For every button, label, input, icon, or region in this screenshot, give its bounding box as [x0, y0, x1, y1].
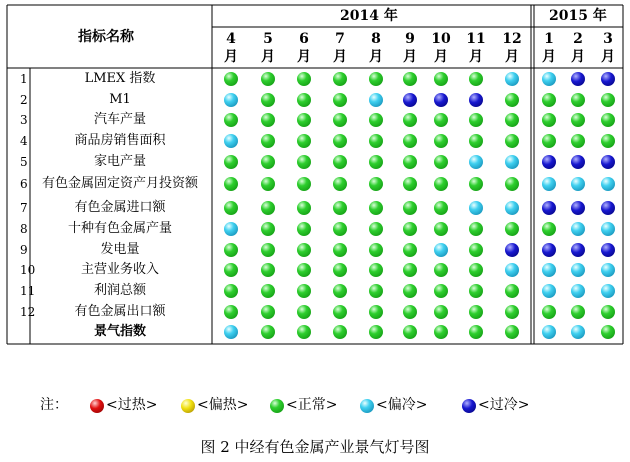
month-char: 月 — [505, 49, 519, 65]
green-signal-lamp — [601, 305, 615, 319]
green-signal-lamp — [297, 222, 311, 236]
green-signal-lamp — [297, 201, 311, 215]
green-signal-lamp — [469, 325, 483, 339]
month-char: 月 — [571, 49, 585, 65]
month-char: 月 — [297, 49, 311, 65]
lightblue-signal-lamp — [601, 177, 615, 191]
green-signal-lamp — [469, 177, 483, 191]
green-signal-lamp — [505, 134, 519, 148]
month-char: 月 — [601, 49, 615, 65]
lightblue-signal-lamp — [601, 284, 615, 298]
lightblue-signal-lamp — [224, 325, 238, 339]
indicator-name: 有色金属进口额 — [74, 200, 166, 215]
green-signal-lamp — [434, 222, 448, 236]
lightblue-signal-lamp — [542, 284, 556, 298]
green-signal-lamp — [369, 222, 383, 236]
green-signal-lamp — [403, 263, 417, 277]
green-signal-lamp — [505, 284, 519, 298]
green-signal-lamp — [403, 243, 417, 257]
green-signal-lamp — [224, 243, 238, 257]
blue-signal-lamp — [542, 201, 556, 215]
green-signal-lamp — [333, 155, 347, 169]
green-signal-lamp — [469, 243, 483, 257]
indicator-name: 有色金属出口额 — [74, 304, 166, 319]
lightblue-signal-lamp — [505, 155, 519, 169]
green-signal-lamp — [261, 263, 275, 277]
month-char: 月 — [369, 49, 383, 65]
month-char: 月 — [261, 49, 275, 65]
green-signal-lamp — [261, 305, 275, 319]
month-header: 3 — [603, 31, 613, 47]
lightblue-signal-lamp — [542, 263, 556, 277]
green-signal-lamp — [434, 134, 448, 148]
lightblue-legend-lamp — [360, 399, 374, 413]
green-signal-lamp — [369, 325, 383, 339]
green-signal-lamp — [369, 177, 383, 191]
green-signal-lamp — [261, 177, 275, 191]
month-char: 月 — [224, 49, 238, 65]
month-header: 9 — [405, 31, 415, 47]
legend-label: <偏热> — [197, 397, 249, 413]
green-legend-lamp — [270, 399, 284, 413]
green-signal-lamp — [369, 113, 383, 127]
green-signal-lamp — [297, 177, 311, 191]
green-signal-lamp — [434, 305, 448, 319]
indicator-name: 有色金属固定资产月投资额 — [41, 176, 198, 191]
green-signal-lamp — [403, 284, 417, 298]
green-signal-lamp — [434, 284, 448, 298]
legend-label: <过热> — [106, 397, 158, 413]
green-signal-lamp — [469, 113, 483, 127]
green-signal-lamp — [297, 284, 311, 298]
green-signal-lamp — [542, 134, 556, 148]
blue-legend-lamp — [462, 399, 476, 413]
red-legend-lamp — [90, 399, 104, 413]
green-signal-lamp — [601, 113, 615, 127]
green-signal-lamp — [261, 325, 275, 339]
green-signal-lamp — [224, 305, 238, 319]
green-signal-lamp — [369, 305, 383, 319]
lightblue-signal-lamp — [571, 263, 585, 277]
green-signal-lamp — [434, 325, 448, 339]
green-signal-lamp — [469, 284, 483, 298]
legend-label: <过冷> — [478, 397, 530, 413]
row-number: 10 — [20, 263, 36, 277]
row-number: 7 — [20, 201, 28, 215]
green-signal-lamp — [403, 177, 417, 191]
lightblue-signal-lamp — [571, 222, 585, 236]
lightblue-signal-lamp — [434, 243, 448, 257]
row-number: 3 — [20, 113, 28, 127]
blue-signal-lamp — [601, 243, 615, 257]
indicator-name: 汽车产量 — [93, 112, 146, 127]
lightblue-signal-lamp — [505, 263, 519, 277]
yellow-legend-lamp — [181, 399, 195, 413]
green-signal-lamp — [505, 222, 519, 236]
month-header: 4 — [226, 31, 236, 47]
lightblue-signal-lamp — [571, 325, 585, 339]
green-signal-lamp — [224, 113, 238, 127]
green-signal-lamp — [224, 284, 238, 298]
green-signal-lamp — [469, 305, 483, 319]
green-signal-lamp — [261, 72, 275, 86]
green-signal-lamp — [369, 155, 383, 169]
indicator-name: 家电产量 — [93, 154, 146, 169]
green-signal-lamp — [297, 113, 311, 127]
month-char: 月 — [434, 49, 448, 65]
green-signal-lamp — [333, 305, 347, 319]
green-signal-lamp — [505, 113, 519, 127]
green-signal-lamp — [297, 243, 311, 257]
indicator-name: 商品房销售面积 — [74, 133, 166, 148]
green-signal-lamp — [434, 201, 448, 215]
blue-signal-lamp — [505, 243, 519, 257]
green-signal-lamp — [333, 177, 347, 191]
month-header: 2 — [573, 31, 583, 47]
month-header: 11 — [466, 31, 486, 47]
row-number: 8 — [20, 222, 28, 236]
green-signal-lamp — [571, 93, 585, 107]
blue-signal-lamp — [601, 201, 615, 215]
green-signal-lamp — [469, 134, 483, 148]
green-signal-lamp — [601, 134, 615, 148]
blue-signal-lamp — [403, 93, 417, 107]
lightblue-signal-lamp — [542, 177, 556, 191]
blue-signal-lamp — [601, 155, 615, 169]
green-signal-lamp — [369, 134, 383, 148]
green-signal-lamp — [261, 113, 275, 127]
lightblue-signal-lamp — [542, 325, 556, 339]
green-signal-lamp — [434, 113, 448, 127]
green-signal-lamp — [542, 305, 556, 319]
blue-signal-lamp — [571, 72, 585, 86]
green-signal-lamp — [505, 325, 519, 339]
indicator-name: 主营业务收入 — [80, 262, 159, 277]
blue-signal-lamp — [469, 93, 483, 107]
green-signal-lamp — [434, 155, 448, 169]
green-signal-lamp — [601, 325, 615, 339]
green-signal-lamp — [505, 305, 519, 319]
indicator-name: 发电量 — [100, 242, 140, 257]
green-signal-lamp — [333, 201, 347, 215]
green-signal-lamp — [224, 263, 238, 277]
green-signal-lamp — [333, 222, 347, 236]
green-signal-lamp — [224, 177, 238, 191]
row-number: 4 — [20, 134, 28, 148]
green-signal-lamp — [333, 113, 347, 127]
green-signal-lamp — [542, 222, 556, 236]
green-signal-lamp — [571, 113, 585, 127]
year-2015-header: 2015 年 — [549, 8, 607, 24]
green-signal-lamp — [224, 155, 238, 169]
lightblue-signal-lamp — [571, 177, 585, 191]
indicator-column-header: 指标名称 — [78, 29, 134, 45]
month-header: 1 — [544, 31, 554, 47]
green-signal-lamp — [333, 72, 347, 86]
green-signal-lamp — [261, 93, 275, 107]
legend-note-label: 注： — [40, 397, 68, 413]
green-signal-lamp — [297, 72, 311, 86]
lightblue-signal-lamp — [369, 93, 383, 107]
green-signal-lamp — [469, 72, 483, 86]
blue-signal-lamp — [601, 72, 615, 86]
row-number: 5 — [20, 155, 28, 169]
green-signal-lamp — [297, 305, 311, 319]
green-signal-lamp — [403, 134, 417, 148]
blue-signal-lamp — [542, 243, 556, 257]
green-signal-lamp — [369, 263, 383, 277]
green-signal-lamp — [505, 177, 519, 191]
green-signal-lamp — [297, 263, 311, 277]
green-signal-lamp — [261, 243, 275, 257]
month-header: 5 — [263, 31, 273, 47]
indicator-name: 利润总额 — [93, 283, 146, 298]
indicator-name: M1 — [109, 92, 131, 107]
blue-signal-lamp — [571, 243, 585, 257]
green-signal-lamp — [224, 201, 238, 215]
lightblue-signal-lamp — [542, 72, 556, 86]
lightblue-signal-lamp — [505, 201, 519, 215]
green-signal-lamp — [601, 93, 615, 107]
green-signal-lamp — [261, 201, 275, 215]
green-signal-lamp — [369, 284, 383, 298]
green-signal-lamp — [261, 222, 275, 236]
indicator-name: LMEX 指数 — [84, 71, 156, 86]
green-signal-lamp — [434, 177, 448, 191]
lightblue-signal-lamp — [571, 284, 585, 298]
green-signal-lamp — [369, 72, 383, 86]
indicator-name: 十种有色金属产量 — [67, 221, 172, 236]
lightblue-signal-lamp — [224, 222, 238, 236]
month-char: 月 — [542, 49, 556, 65]
blue-signal-lamp — [542, 155, 556, 169]
legend-label: <正常> — [286, 397, 338, 413]
month-header: 12 — [502, 31, 522, 47]
green-signal-lamp — [333, 243, 347, 257]
green-signal-lamp — [403, 113, 417, 127]
year-2014-header: 2014 年 — [340, 8, 398, 24]
row-number: 12 — [20, 305, 36, 319]
row-number: 2 — [20, 93, 28, 107]
green-signal-lamp — [403, 72, 417, 86]
green-signal-lamp — [571, 134, 585, 148]
green-signal-lamp — [505, 93, 519, 107]
green-signal-lamp — [403, 201, 417, 215]
green-signal-lamp — [542, 113, 556, 127]
green-signal-lamp — [261, 134, 275, 148]
month-char: 月 — [333, 49, 347, 65]
green-signal-lamp — [333, 284, 347, 298]
green-signal-lamp — [403, 305, 417, 319]
month-header: 6 — [299, 31, 309, 47]
green-signal-lamp — [369, 201, 383, 215]
green-signal-lamp — [333, 134, 347, 148]
green-signal-lamp — [333, 263, 347, 277]
lightblue-signal-lamp — [505, 72, 519, 86]
row-number: 11 — [20, 284, 36, 298]
green-signal-lamp — [297, 134, 311, 148]
green-signal-lamp — [261, 284, 275, 298]
green-signal-lamp — [224, 72, 238, 86]
green-signal-lamp — [297, 325, 311, 339]
green-signal-lamp — [434, 263, 448, 277]
row-number: 1 — [20, 72, 28, 86]
lightblue-signal-lamp — [469, 155, 483, 169]
blue-signal-lamp — [571, 201, 585, 215]
green-signal-lamp — [297, 93, 311, 107]
month-header: 7 — [335, 31, 345, 47]
month-header: 10 — [431, 31, 451, 47]
row-number: 6 — [20, 177, 28, 191]
green-signal-lamp — [403, 155, 417, 169]
month-char: 月 — [469, 49, 483, 65]
blue-signal-lamp — [571, 155, 585, 169]
month-char: 月 — [403, 49, 417, 65]
lightblue-signal-lamp — [224, 134, 238, 148]
green-signal-lamp — [403, 222, 417, 236]
green-signal-lamp — [333, 93, 347, 107]
legend-label: <偏冷> — [376, 397, 428, 413]
lightblue-signal-lamp — [601, 222, 615, 236]
month-header: 8 — [371, 31, 381, 47]
lightblue-signal-lamp — [224, 93, 238, 107]
green-signal-lamp — [469, 222, 483, 236]
indicator-name: 景气指数 — [93, 324, 146, 339]
green-signal-lamp — [542, 93, 556, 107]
green-signal-lamp — [469, 263, 483, 277]
figure-caption: 图 2 中经有色金属产业景气灯号图 — [200, 438, 430, 456]
green-signal-lamp — [434, 72, 448, 86]
green-signal-lamp — [571, 305, 585, 319]
green-signal-lamp — [369, 243, 383, 257]
lightblue-signal-lamp — [601, 263, 615, 277]
lightblue-signal-lamp — [469, 201, 483, 215]
green-signal-lamp — [333, 325, 347, 339]
blue-signal-lamp — [434, 93, 448, 107]
row-number: 9 — [20, 243, 28, 257]
green-signal-lamp — [403, 325, 417, 339]
green-signal-lamp — [261, 155, 275, 169]
green-signal-lamp — [297, 155, 311, 169]
